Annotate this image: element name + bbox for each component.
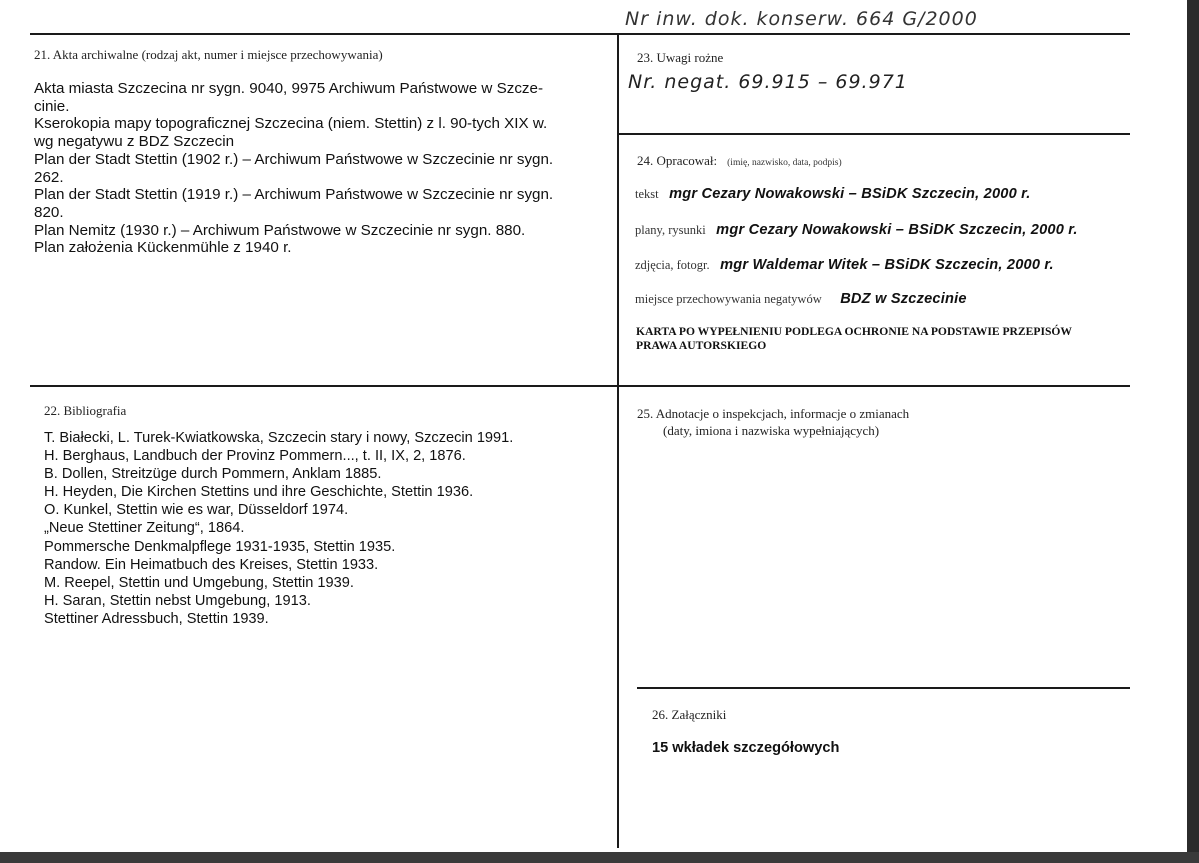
bibliography-item: H. Heyden, Die Kirchen Stettins und ihre Geschichte, Stettin 1936. (44, 484, 474, 501)
section-24-subtitle: (imię, nazwisko, data, podpis) (727, 158, 842, 168)
scan-right-edge (1187, 0, 1199, 863)
author-row-photos (635, 256, 1054, 274)
archival-line: 262. (34, 168, 64, 186)
attachments-value: 15 wkładek szczegółowych (652, 740, 840, 756)
bibliography-item: H. Saran, Stettin nebst Umgebung, 1913. (44, 592, 311, 609)
archival-line: cinie. (34, 97, 70, 115)
bibliography-item: H. Berghaus, Landbuch der Provinz Pommern..., t. II, IX, 2, 1876. (44, 448, 466, 465)
author-row-plans (635, 221, 1078, 239)
author-row-label: tekst (635, 187, 659, 201)
bibliography-list (44, 429, 614, 628)
section-22-title: 22. Bibliografia (44, 403, 127, 418)
scan-bottom-edge (0, 852, 1199, 863)
section-23-title: 23. Uwagi rożne (637, 50, 724, 65)
archival-line: wg negatywu z BDZ Szczecin (34, 133, 235, 151)
bibliography-item: M. Reepel, Stettin und Umgebung, Stettin 1939. (44, 574, 354, 591)
section-26-title: 26. Załączniki (652, 707, 727, 722)
section-24-title (637, 152, 842, 170)
section-25-subtitle: (daty, imiona i nazwiska wypełniających) (663, 423, 880, 438)
archival-line: Plan der Stadt Stettin (1919 r.) – Archiwum Państwowe w Szczecinie nr sygn. (34, 186, 554, 204)
archival-line: Plan Nemitz (1930 r.) – Archiwum Państwowe w Szczecinie nr sygn. 880. (34, 221, 526, 239)
author-row-value: mgr Waldemar Witek – BSiDK Szczecin, 2000 r. (720, 257, 1054, 273)
divider-25-26 (637, 687, 1130, 689)
middle-border-line (30, 385, 1130, 387)
inventory-handwritten-note: Nr inw. dok. konserw. 664 G/2000 (625, 8, 978, 30)
negatives-storage-row (635, 290, 967, 308)
section-21-title: 21. Akta archiwalne (rodzaj akt, numer i miejsce przechowywania) (34, 47, 383, 62)
bibliography-item: T. Białecki, L. Turek-Kwiatkowska, Szczecin stary i nowy, Szczecin 1991. (44, 430, 514, 446)
author-row-label: zdjęcia, fotogr. (635, 258, 710, 272)
archival-line: Plan założenia Kückenmühle z 1940 r. (34, 239, 292, 257)
author-row-text (635, 185, 1031, 203)
center-divider-line (617, 33, 619, 848)
author-row-label: miejsce przechowywania negatywów (635, 292, 822, 306)
bibliography-item: „Neue Stettiner Zeitung“, 1864. (44, 520, 245, 537)
bibliography-item: Stettiner Adressbuch, Stettin 1939. (44, 610, 269, 627)
negative-numbers-handwritten-note: Nr. negat. 69.915 – 69.971 (628, 71, 908, 93)
author-row-value: BDZ w Szczecinie (840, 291, 967, 307)
author-row-label: plany, rysunki (635, 223, 706, 237)
top-border-line (30, 33, 1130, 35)
copyright-notice-line: KARTA PO WYPEŁNIENIU PODLEGA OCHRONIE NA PODSTAWIE PRZEPISÓW (636, 325, 1073, 338)
copyright-notice-line: PRAWA AUTORSKIEGO (636, 339, 767, 352)
section-21-archival-records (34, 80, 614, 257)
author-row-value: mgr Cezary Nowakowski – BSiDK Szczecin, 2000 r. (669, 186, 1031, 202)
section-24-label: 24. Opracował: (637, 153, 718, 168)
author-row-value: mgr Cezary Nowakowski – BSiDK Szczecin, 2000 r. (716, 222, 1078, 238)
section-25-title: 25. Adnotacje o inspekcjach, informacje o zmianach (637, 406, 910, 421)
divider-23-24 (619, 133, 1130, 135)
bibliography-item: O. Kunkel, Stettin wie es war, Düsseldorf 1974. (44, 502, 349, 519)
archival-line: Akta miasta Szczecina nr sygn. 9040, 9975 Archiwum Państwowe w Szcze- (34, 80, 544, 97)
copyright-notice (636, 325, 1072, 353)
bibliography-item: Pommersche Denkmalpflege 1931-1935, Stettin 1935. (44, 538, 396, 555)
archival-line: Plan der Stadt Stettin (1902 r.) – Archiwum Państwowe w Szczecinie nr sygn. (34, 150, 554, 168)
archival-line: 820. (34, 203, 64, 221)
bibliography-item: Randow. Ein Heimatbuch des Kreises, Stettin 1933. (44, 556, 379, 573)
archival-line: Kserokopia mapy topograficznej Szczecina (niem. Stettin) z l. 90-tych XIX w. (34, 115, 548, 133)
bibliography-item: B. Dollen, Streitzüge durch Pommern, Anklam 1885. (44, 466, 382, 483)
